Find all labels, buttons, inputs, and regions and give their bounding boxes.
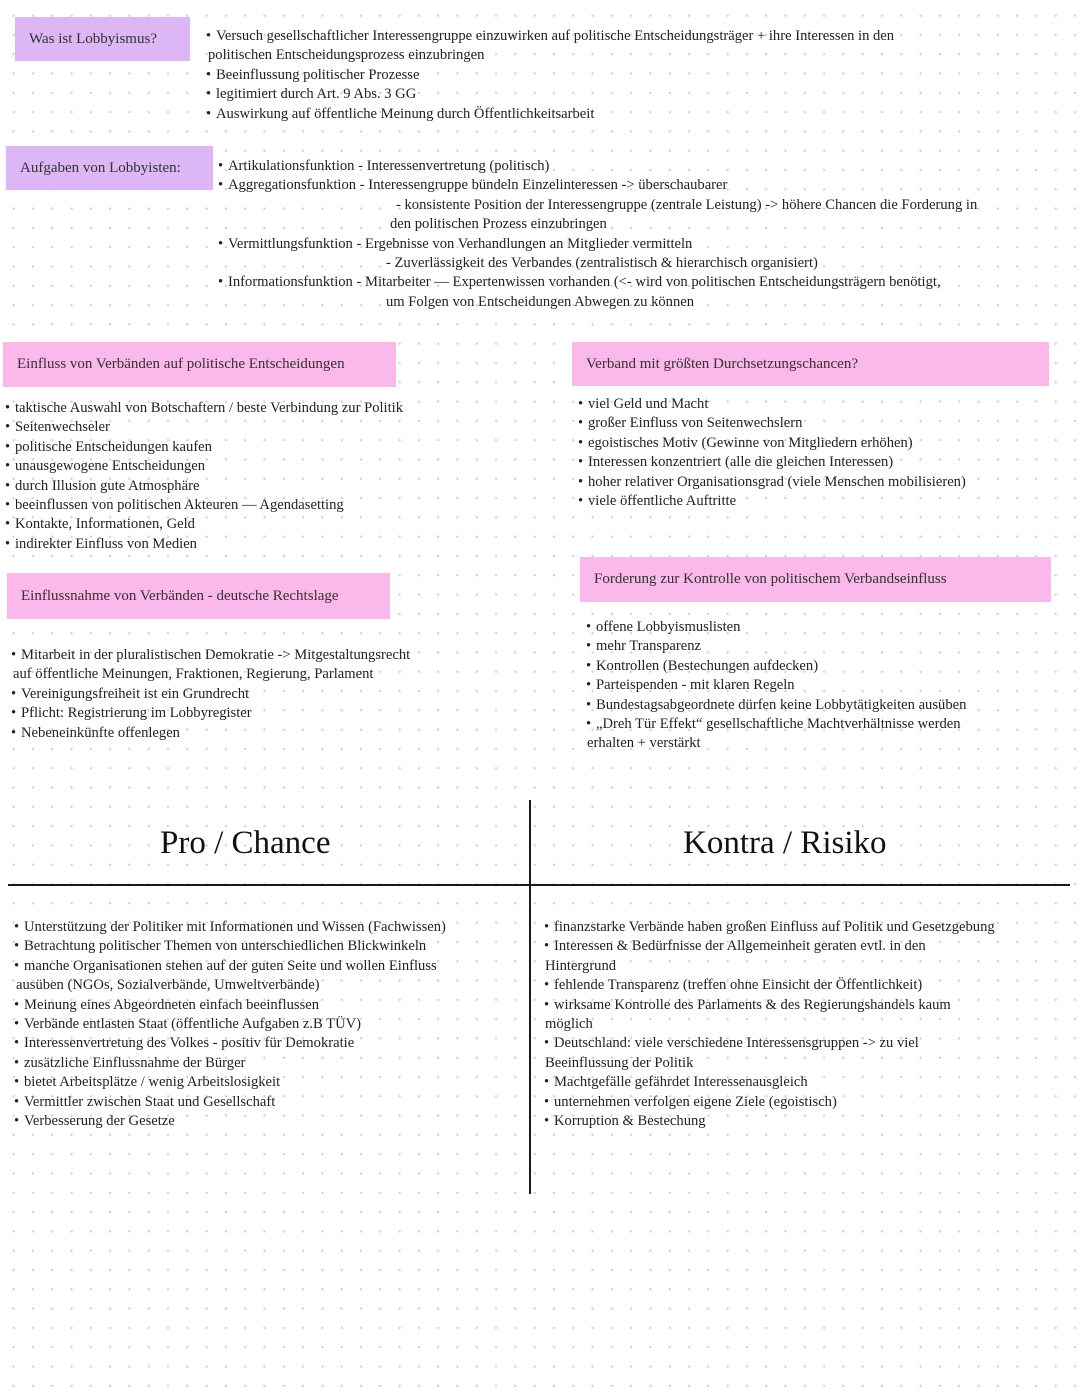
list-item: • fehlende Transparenz (treffen ohne Einsicht der Öffentlichkeit) bbox=[544, 977, 923, 994]
list-item: • Vereinigungsfreiheit ist ein Grundrecht bbox=[11, 685, 250, 702]
list-item: • Parteispenden - mit klaren Regeln bbox=[586, 677, 795, 694]
list-item: • Deutschland: viele verschiedene Interessensgruppen -> zu viel bbox=[544, 1035, 919, 1052]
list-item: • finanzstarke Verbände haben großen Einfluss auf Politik und Gesetzgebung bbox=[544, 919, 995, 935]
label-verband-durchsetzungschancen: Verband mit größten Durchsetzungschancen? bbox=[572, 342, 1049, 386]
list-item: • unausgewogene Entscheidungen bbox=[5, 458, 206, 475]
list-item: • offene Lobbyismuslisten bbox=[586, 619, 741, 635]
list-item: • Mitarbeit in der pluralistischen Demokratie -> Mitgestaltungsrecht bbox=[11, 647, 411, 663]
list-item: • egoistisches Motiv (Gewinne von Mitgliedern erhöhen) bbox=[578, 434, 913, 451]
list-item: • Vermittler zwischen Staat und Gesellschaft bbox=[14, 1093, 276, 1110]
label-forderung-kontrolle: Forderung zur Kontrolle von politischem Verbandseinfluss bbox=[580, 557, 1051, 602]
list-item: • Kontrollen (Bestechungen aufdecken) bbox=[586, 657, 819, 674]
list-item: • legitimiert durch Art. 9 Abs. 3 GG bbox=[206, 86, 417, 103]
list-item: Beeinflussung der Politik bbox=[545, 1054, 694, 1071]
list-item: • Informationsfunktion - Mitarbeiter — Expertenwissen vorhanden (<- wird von politischen Entscheidungsträgern benötigt, bbox=[218, 274, 941, 291]
list-item: • manche Organisationen stehen auf der guten Seite und wollen Einfluss bbox=[14, 957, 437, 974]
label-deutsche-rechtslage: Einflussnahme von Verbänden - deutsche Rechtslage bbox=[7, 573, 390, 619]
list-item: • politische Entscheidungen kaufen bbox=[5, 438, 212, 455]
list-item: • hoher relativer Organisationsgrad (viele Menschen mobilisieren) bbox=[578, 473, 966, 490]
list-item: • Unterstützung der Politiker mit Informationen und Wissen (Fachwissen) bbox=[14, 919, 446, 935]
list-item: • viele öffentliche Auftritte bbox=[578, 493, 737, 510]
label-was-ist-lobbyismus: Was ist Lobbyismus? bbox=[15, 17, 190, 61]
list-item: • Verbände entlasten Staat (öffentliche Aufgaben z.B TÜV) bbox=[14, 1016, 362, 1033]
list-was-ist-lobbyismus bbox=[206, 27, 894, 124]
list-item: • beeinflussen von politischen Akteuren — Agendasetting bbox=[5, 497, 344, 514]
list-item: Hintergrund bbox=[545, 957, 617, 974]
heading-kontra-risiko: Kontra / Risiko bbox=[683, 825, 887, 861]
list-item: auf öffentliche Meinungen, Fraktionen, Regierung, Parlament bbox=[13, 666, 374, 683]
label-aufgaben-von-lobbyisten: Aufgaben von Lobbyisten: bbox=[6, 146, 213, 190]
table-divider-horizontal bbox=[8, 884, 1070, 886]
list-item: • Aggregationsfunktion - Interessengruppe bündeln Einzelinteressen -> überschaubarer bbox=[218, 177, 728, 194]
list-item: • Vermittlungsfunktion - Ergebnisse von Verhandlungen an Mitglieder vermitteln bbox=[218, 235, 693, 252]
list-item: • Auswirkung auf öffentliche Meinung durch Öffentlichkeitsarbeit bbox=[206, 105, 595, 122]
list-item: • viel Geld und Macht bbox=[578, 396, 709, 412]
list-item: • durch Illusion gute Atmosphäre bbox=[5, 477, 200, 494]
list-item: den politischen Prozess einzubringen bbox=[390, 216, 607, 233]
list-item: • Interessen & Bedürfnisse der Allgemeinheit geraten evtl. in den bbox=[544, 938, 926, 955]
list-item: • Interessenvertretung des Volkes - positiv für Demokratie bbox=[14, 1035, 355, 1052]
list-item: • Versuch gesellschaftlicher Interessengruppe einzuwirken auf politische Entscheidungsträger + ihre Interessen in den bbox=[206, 28, 895, 44]
list-item: ausüben (NGOs, Sozialverbände, Umweltverbände) bbox=[16, 977, 320, 994]
list-item: • „Dreh Tür Effekt“ gesellschaftliche Machtverhältnisse werden bbox=[586, 716, 961, 733]
list-item: • Korruption & Bestechung bbox=[544, 1113, 706, 1130]
list-item: • Beeinflussung politischer Prozesse bbox=[206, 66, 420, 83]
list-pro bbox=[14, 918, 446, 1131]
list-verband bbox=[578, 395, 966, 511]
label-einfluss-von-verbaenden: Einfluss von Verbänden auf politische Entscheidungen bbox=[3, 342, 396, 387]
list-item: möglich bbox=[545, 1016, 593, 1033]
list-kontra bbox=[544, 918, 995, 1131]
list-rechtslage bbox=[11, 646, 410, 743]
list-item: • Verbesserung der Gesetze bbox=[14, 1113, 175, 1130]
list-item: • Pflicht: Registrierung im Lobbyregister bbox=[11, 705, 252, 722]
list-item: • Seitenwechseler bbox=[5, 419, 110, 436]
list-item: politischen Entscheidungsprozess einzubringen bbox=[208, 47, 485, 64]
list-item: • Kontakte, Informationen, Geld bbox=[5, 516, 195, 533]
list-forderung bbox=[586, 618, 966, 754]
list-item: • zusätzliche Einflussnahme der Bürger bbox=[14, 1054, 246, 1071]
list-aufgaben bbox=[218, 157, 977, 312]
list-item: • Betrachtung politischer Themen von unterschiedlichen Blickwinkeln bbox=[14, 938, 427, 955]
list-item: • Artikulationsfunktion - Interessenvertretung (politisch) bbox=[218, 158, 550, 174]
list-item: • Nebeneinkünfte offenlegen bbox=[11, 724, 180, 741]
list-item: • indirekter Einfluss von Medien bbox=[5, 535, 197, 552]
list-item: • taktische Auswahl von Botschaftern / beste Verbindung zur Politik bbox=[5, 400, 404, 416]
list-item: • großer Einfluss von Seitenwechslern bbox=[578, 415, 803, 432]
heading-pro-chance: Pro / Chance bbox=[160, 825, 331, 861]
list-item: - Zuverlässigkeit des Verbandes (zentralistisch & hierarchisch organisiert) bbox=[386, 255, 818, 272]
list-item: • unternehmen verfolgen eigene Ziele (egoistisch) bbox=[544, 1093, 837, 1110]
list-item: • Interessen konzentriert (alle die gleichen Interessen) bbox=[578, 454, 894, 471]
list-einfluss bbox=[5, 399, 403, 554]
list-item: • bietet Arbeitsplätze / wenig Arbeitslosigkeit bbox=[14, 1074, 281, 1091]
table-divider-vertical bbox=[529, 800, 531, 1194]
list-item: um Folgen von Entscheidungen Abwegen zu können bbox=[386, 293, 695, 310]
list-item: • mehr Transparenz bbox=[586, 638, 701, 655]
list-item: erhalten + verstärkt bbox=[587, 735, 701, 752]
list-item: • Meinung eines Abgeordneten einfach beeinflussen bbox=[14, 996, 320, 1013]
list-item: • Machtgefälle gefährdet Interessenausgleich bbox=[544, 1074, 808, 1091]
list-item: • Bundestagsabgeordnete dürfen keine Lobbytätigkeiten ausüben bbox=[586, 696, 967, 713]
list-item: • wirksame Kontrolle des Parlaments & des Regierungshandels kaum bbox=[544, 996, 951, 1013]
list-item: - konsistente Position der Interessengruppe (zentrale Leistung) -> höhere Chancen die Forderung in bbox=[396, 196, 978, 213]
